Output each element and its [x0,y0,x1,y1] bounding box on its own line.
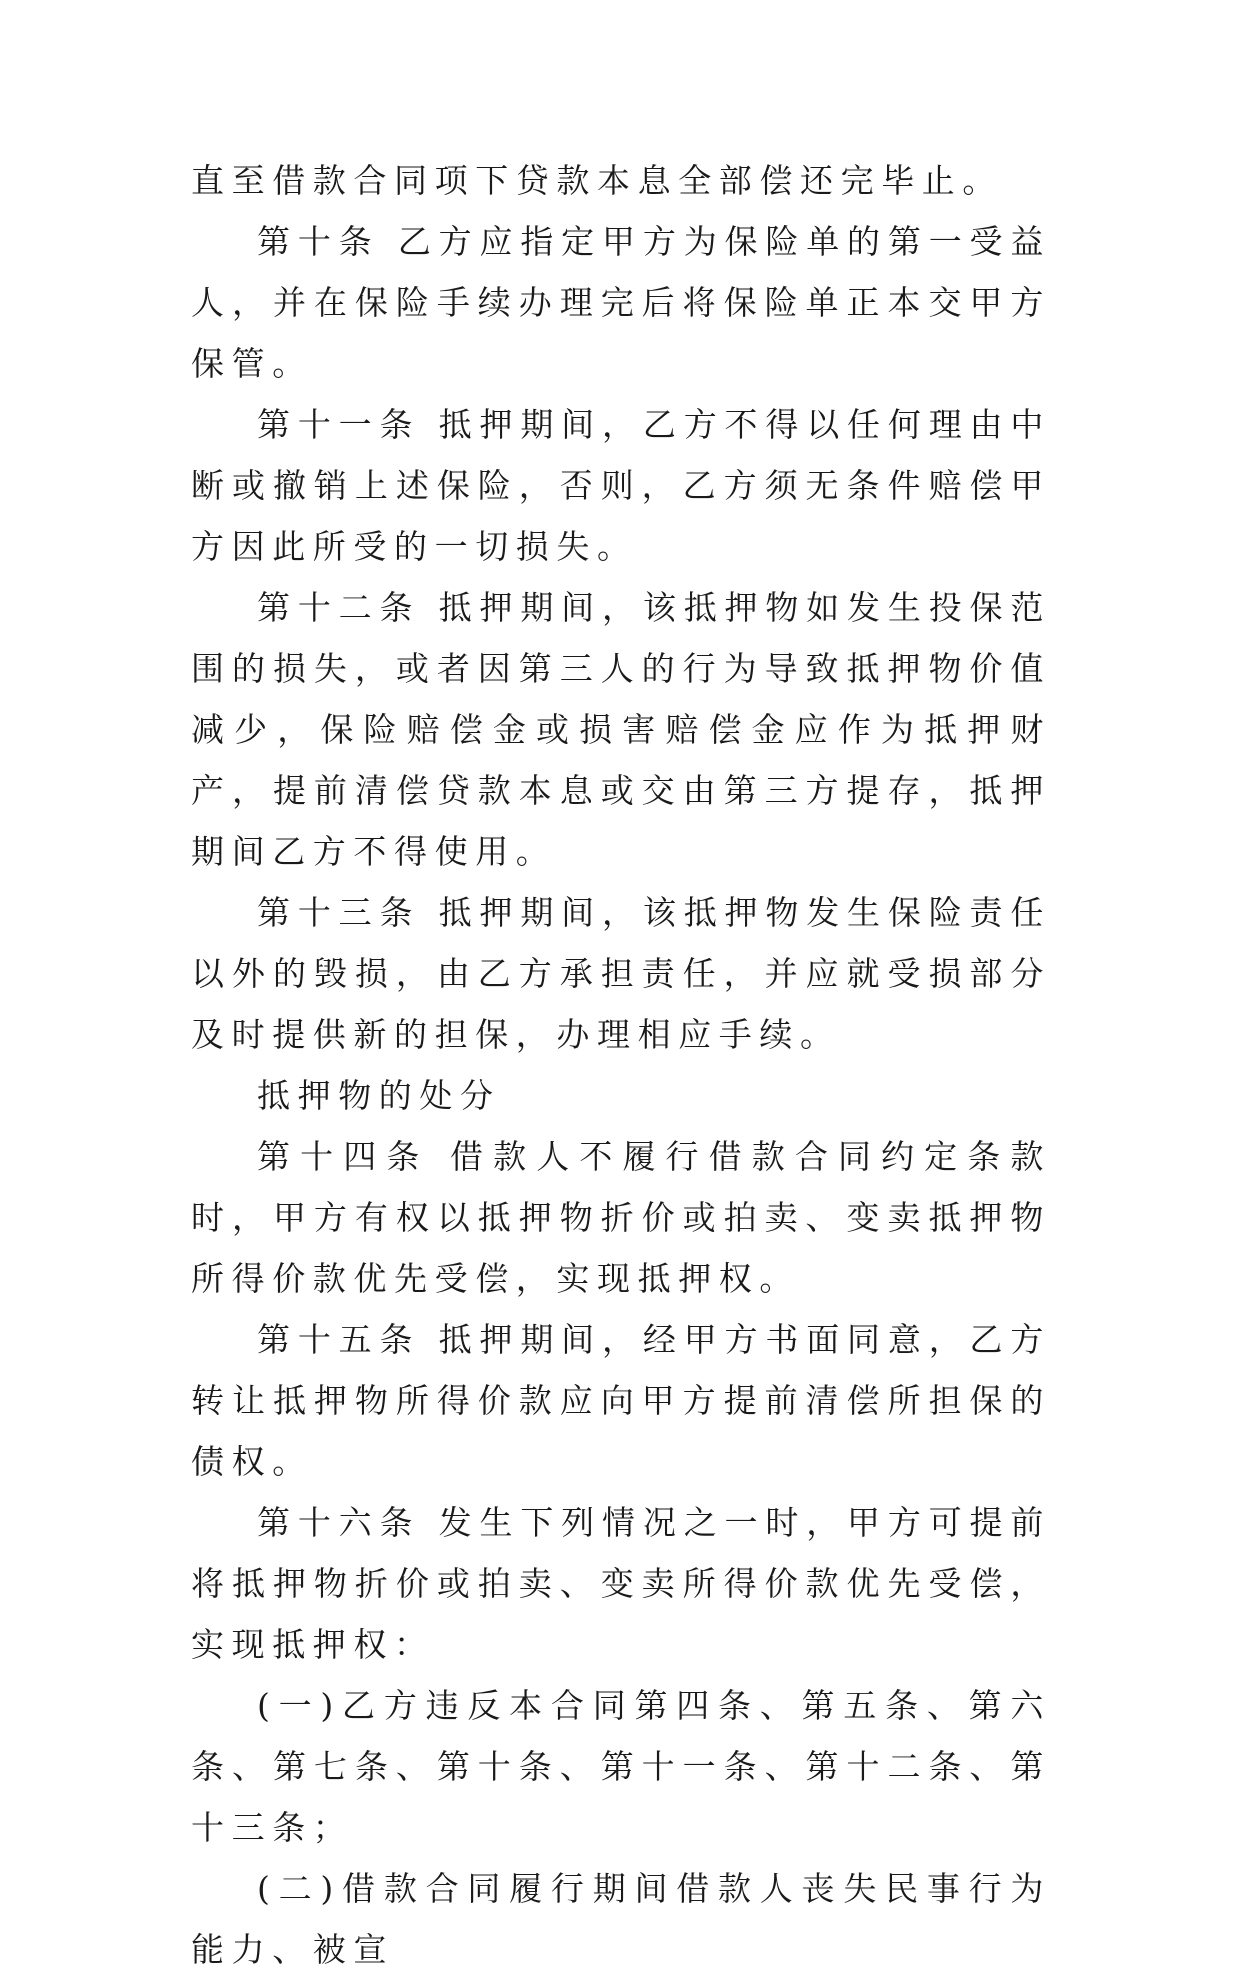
paragraph-article-15: 第十五条 抵押期间，经甲方书面同意，乙方转让抵押物所得价款应向甲方提前清偿所担保的债权。 [191,1320,1051,1481]
paragraph-continuation: 直至借款合同项下贷款本息全部偿还完毕止。 [191,161,1003,200]
document-page [191,150,1051,1980]
paragraph-article-14: 第十四条 借款人不履行借款合同约定条款时，甲方有权以抵押物折价或拍卖、变卖抵押物所得价款优先受偿，实现抵押权。 [191,1137,1051,1298]
paragraph-article-11: 第十一条 抵押期间，乙方不得以任何理由中断或撤销上述保险，否则，乙方须无条件赔偿甲方因此所受的一切损失。 [191,405,1051,566]
paragraph-article-12: 第十二条 抵押期间，该抵押物如发生投保范围的损失，或者因第三人的行为导致抵押物价值减少，保险赔偿金或损害赔偿金应作为抵押财产，提前清偿贷款本息或交由第三方提存，抵押期间乙方不得使用。 [191,588,1051,871]
paragraph-article-13: 第十三条 抵押期间，该抵押物发生保险责任以外的毁损，由乙方承担责任，并应就受损部分及时提供新的担保，办理相应手续。 [191,893,1051,1054]
section-heading-disposal: 抵押物的处分 [257,1076,501,1115]
list-item-2: (二)借款合同履行期间借款人丧失民事行为能力、被宣 [191,1869,1051,1969]
paragraph-article-10: 第十条 乙方应指定甲方为保险单的第一受益人，并在保险手续办理完后将保险单正本交甲方保管。 [191,222,1051,383]
paragraph-article-16: 第十六条 发生下列情况之一时，甲方可提前将抵押物折价或拍卖、变卖所得价款优先受偿，实现抵押权： [191,1503,1051,1664]
list-item-1: (一)乙方违反本合同第四条、第五条、第六条、第七条、第十条、第十一条、第十二条、第十三条； [191,1686,1051,1847]
